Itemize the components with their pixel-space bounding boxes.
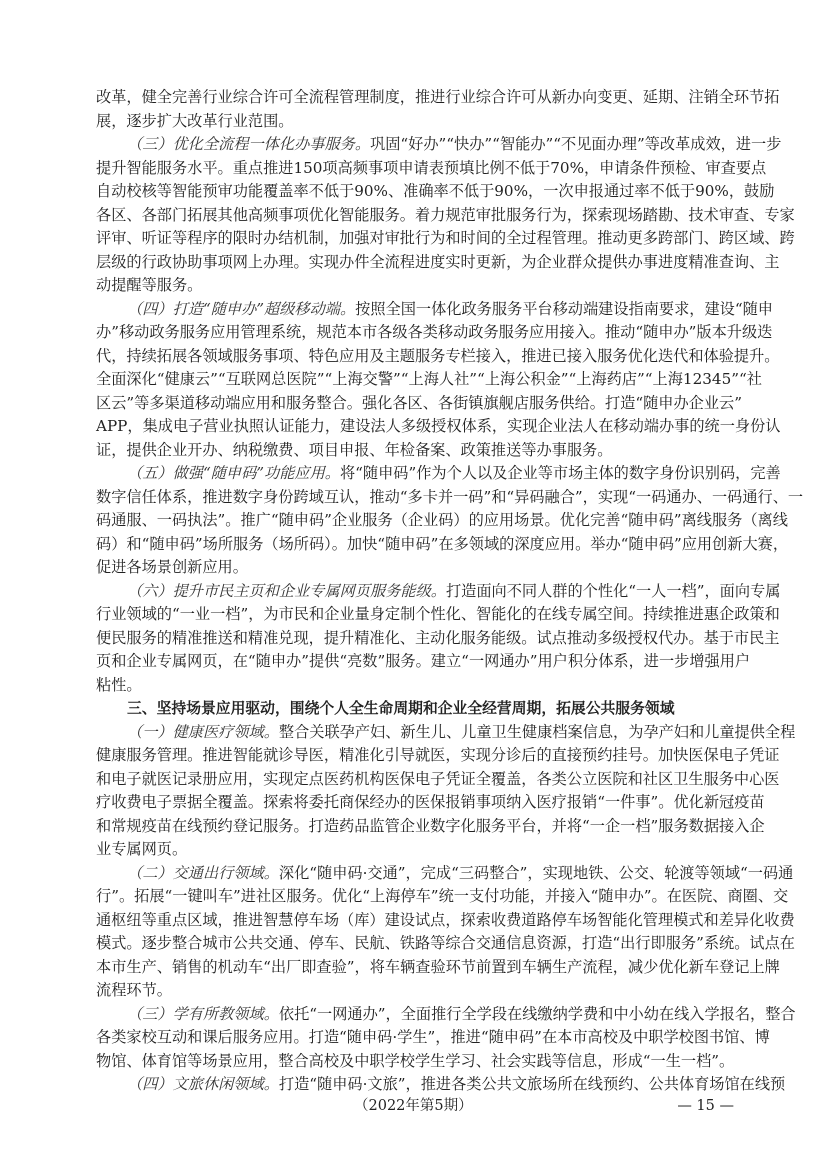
text-line	[96, 204, 795, 228]
line-text: 动提醒等服务。	[96, 276, 203, 294]
line-text: 和电子就医记录册应用，实现定点医药机构医保电子凭证全覆盖，各类公立医院和社区卫生服务中心医	[96, 769, 780, 788]
text-line	[96, 603, 780, 627]
text-line	[96, 227, 795, 251]
text-line	[96, 251, 780, 275]
paragraph	[96, 298, 781, 463]
text-line	[96, 86, 780, 110]
text-line	[96, 885, 789, 909]
line-text: 改革，健全完善行业综合许可全流程管理制度，推进行业综合许可从新办向变更、延期、注销全环节拓	[96, 88, 780, 106]
text-line	[96, 509, 788, 533]
paragraph-lead: （三）优化全流程一体化办事服务。	[127, 135, 370, 153]
line-text: 区云”等多渠道移动端应用和服务整合。强化各区、各街镇旗舰店服务供给。打造“随申办企业云”	[96, 393, 742, 412]
line-text: 数字信任体系，推进数字身份跨域互认，推动“多卡并一码”和“异码融合”，实现“一码通办、一码通行、一	[96, 487, 804, 506]
line-text: 模式。逐步整合城市公共交通、停车、民航、铁路等综合交通信息资源，打造“出行即服务”系统。试点在	[96, 934, 795, 952]
line-text: 行”。拓展“一键叫车”进社区服务。优化“上海停车”统一支付功能，并接入“随申办”。在医院、商圈、交	[96, 887, 789, 905]
line-text: 代，持续拓展各领域服务事项、特色应用及主题服务专栏接入，推进已接入服务优化迭代和体验提升。	[96, 346, 780, 365]
text-line	[96, 298, 773, 322]
line-text: 将“随申码”作为个人以及企业等市场主体的数字身份识别码，完善	[339, 464, 781, 482]
text-line	[96, 721, 796, 745]
line-text: 行业领域的“一业一档”，为市民和企业量身定制个性化、智能化的在线专属空间。持续推进惠企政策和	[96, 605, 780, 623]
text-line	[96, 180, 775, 204]
text-line	[96, 321, 773, 345]
paragraph	[96, 580, 781, 698]
paragraph	[96, 462, 804, 580]
issue-label: （2022年第5期）	[354, 1098, 473, 1114]
text-line	[96, 392, 742, 416]
line-text: 流程环节。	[96, 981, 172, 999]
text-line	[96, 556, 736, 580]
text-line	[96, 110, 736, 134]
text-line	[96, 768, 780, 792]
text-line	[96, 627, 780, 651]
text-line	[96, 1003, 796, 1027]
line-text: 物馆、体育馆等场景应用，整合高校及中职学校学生学习、社会实践等信息，形成“一生一档”。	[96, 1051, 735, 1070]
line-text: 自动校核等智能预审功能覆盖率不低于90%、准确率不低于90%，一次申报通过率不低于90%，鼓励	[96, 182, 775, 200]
text-line	[96, 580, 781, 604]
text-line	[96, 838, 736, 862]
paragraph-lead: （四）打造“随申办”超级移动端。	[127, 299, 356, 318]
text-line	[96, 862, 794, 886]
paragraph	[96, 133, 795, 298]
line-text: 健康服务管理。推进智能就诊导医，精准化引导就医，实现分诊后的直接预约挂号。加快医保电子凭证	[96, 746, 780, 764]
line-text: 巩固“好办”“快办”“智能办”“不见面办理”等改革成效，进一步	[370, 135, 782, 153]
line-text: 打造面向不同人群的个性化“一人一档”，面向专属	[445, 581, 781, 600]
line-text: 打造“随申码·文旅”，推进各类公共文旅场所在线预约、公共体育场馆在线预	[278, 1075, 786, 1093]
line-text: 码）和“随申码”场所服务（场所码）。加快“随申码”在多领域的深度应用。举办“随申码”应用创新大赛，	[96, 534, 789, 553]
paragraph	[96, 1003, 796, 1074]
line-text: 三、坚持场景应用驱动，围绕个人全生命周期和企业全经营周期，拓展公共服务领域	[127, 700, 675, 717]
line-text: 和常规疫苗在线预约登记服务。打造药品监管企业数字化服务平台，并将“一企一档”服务数据接入企	[96, 816, 765, 835]
line-text: 业专属网页。	[96, 840, 188, 858]
line-text: 层级的行政协助事项网上办理。实现办件全流程进度实时更新，为企业群众提供办事进度精准查询、主	[96, 252, 780, 271]
paragraph	[96, 1073, 786, 1097]
text-line	[96, 697, 736, 721]
line-text: 办”移动政务服务应用管理系统，规范本市各级各类移动政务服务应用接入。推动“随申办”版本升级迭	[96, 323, 773, 341]
line-text: 依托“一网通办”，全面推行全学段在线缴纳学费和中小幼在线入学报名，整合	[278, 1004, 796, 1023]
page-footer	[96, 1095, 736, 1117]
line-text: 本市生产、销售的机动车“出厂即查验”，将车辆查验环节前置到车辆生产流程，减少优化新车登记上牌	[96, 957, 780, 976]
line-text: 粘性。	[96, 675, 142, 694]
line-text: 便民服务的精准推送和精准兑现，提升精准化、主动化服务能级。试点推动多级授权代办。基于市民主	[96, 628, 780, 647]
line-text: 各区、各部门拓展其他高频事项优化智能服务。着力规范审批服务行为，探索现场踏勘、技术审查、专家	[96, 205, 795, 224]
line-text: 全面深化“健康云”“互联网总医院”“上海交警”“上海人社”“上海公积金”“上海药店”“上海12345”“社	[96, 370, 762, 388]
line-text: 页和企业专属网页，在“随申办”提供“亮数”服务。建立“一网通办”用户积分体系，进一步增强用户	[96, 652, 751, 670]
paragraph-lead: （五）做强“随申码”功能应用。	[127, 464, 340, 482]
paragraph-lead: （二）交通出行领域。	[127, 863, 279, 882]
line-text: APP，集成电子营业执照认证能力，建设法人多级授权体系，实现企业法人在移动端办事的统一身份认	[96, 417, 781, 435]
text-line	[96, 1073, 786, 1097]
text-line	[96, 744, 780, 768]
text-line	[96, 439, 736, 463]
line-text: 证，提供企业开办、纳税缴费、项目申报、年检备案、政策推送等办事服务。	[96, 440, 613, 459]
paragraph	[96, 721, 796, 862]
text-line	[96, 791, 765, 815]
line-text: 疗收费电子票据全覆盖。探索将委托商保经办的医保报销事项纳入医疗报销“一件事”。优化新冠疫苗	[96, 793, 765, 811]
line-text: 按照全国一体化政务服务平台移动端建设指南要求，建设“随申	[355, 299, 773, 318]
paragraph-lead: （四）文旅休闲领域。	[127, 1075, 279, 1093]
text-line	[96, 909, 795, 933]
text-line	[96, 674, 736, 698]
text-line	[96, 932, 795, 956]
paragraph-lead: （一）健康医疗领域。	[127, 722, 279, 741]
text-line	[96, 345, 780, 369]
paragraph	[96, 862, 795, 1003]
line-text: 深化“随申码·交通”，完成“三码整合”，实现地铁、公交、轮渡等领域“一码通	[278, 863, 794, 882]
document-body	[96, 86, 804, 1097]
text-line	[96, 1026, 770, 1050]
line-text: 通枢纽等重点区域，推进智慧停车场（库）建设试点，探索收费道路停车场智能化管理模式和差异化收费	[96, 910, 795, 929]
text-line	[96, 462, 781, 486]
line-text: 促进各场景创新应用。	[96, 558, 248, 576]
text-line	[96, 815, 765, 839]
text-line	[96, 157, 767, 181]
line-text: 展，逐步扩大改革行业范围。	[96, 111, 294, 130]
line-text: 提升智能服务水平。重点推进150项高频事项申请表预填比例不低于70%，申请条件预检、审查要点	[96, 158, 767, 177]
text-line	[96, 486, 804, 510]
line-text: 码通服、一码执法”。推广“随申码”企业服务（企业码）的应用场景。优化完善“随申码”离线服务（离线	[96, 511, 788, 529]
paragraph-lead: （六）提升市民主页和企业专属网页服务能级。	[127, 581, 446, 600]
paragraph	[96, 86, 780, 133]
text-line	[96, 1050, 736, 1074]
section-heading	[96, 697, 736, 721]
paragraph-lead: （三）学有所教领域。	[127, 1004, 279, 1023]
text-line	[96, 133, 782, 157]
text-line	[96, 368, 762, 392]
text-line	[96, 650, 751, 674]
text-line	[96, 274, 736, 298]
line-text: 整合关联孕产妇、新生儿、儿童卫生健康档案信息，为孕产妇和儿童提供全程	[278, 722, 796, 741]
line-text: 各类家校互动和课后服务应用。打造“随申码·学生”，推进“随申码”在本市高校及中职学校图书馆、博	[96, 1028, 770, 1046]
text-line	[96, 415, 781, 439]
line-text: 评审、听证等程序的限时办结机制，加强对审批行为和时间的全过程管理。推动更多跨部门、跨区域、跨	[96, 229, 795, 247]
text-line	[96, 956, 780, 980]
page-number: — 15 —	[677, 1098, 734, 1114]
text-line	[96, 533, 789, 557]
text-line	[96, 979, 736, 1003]
